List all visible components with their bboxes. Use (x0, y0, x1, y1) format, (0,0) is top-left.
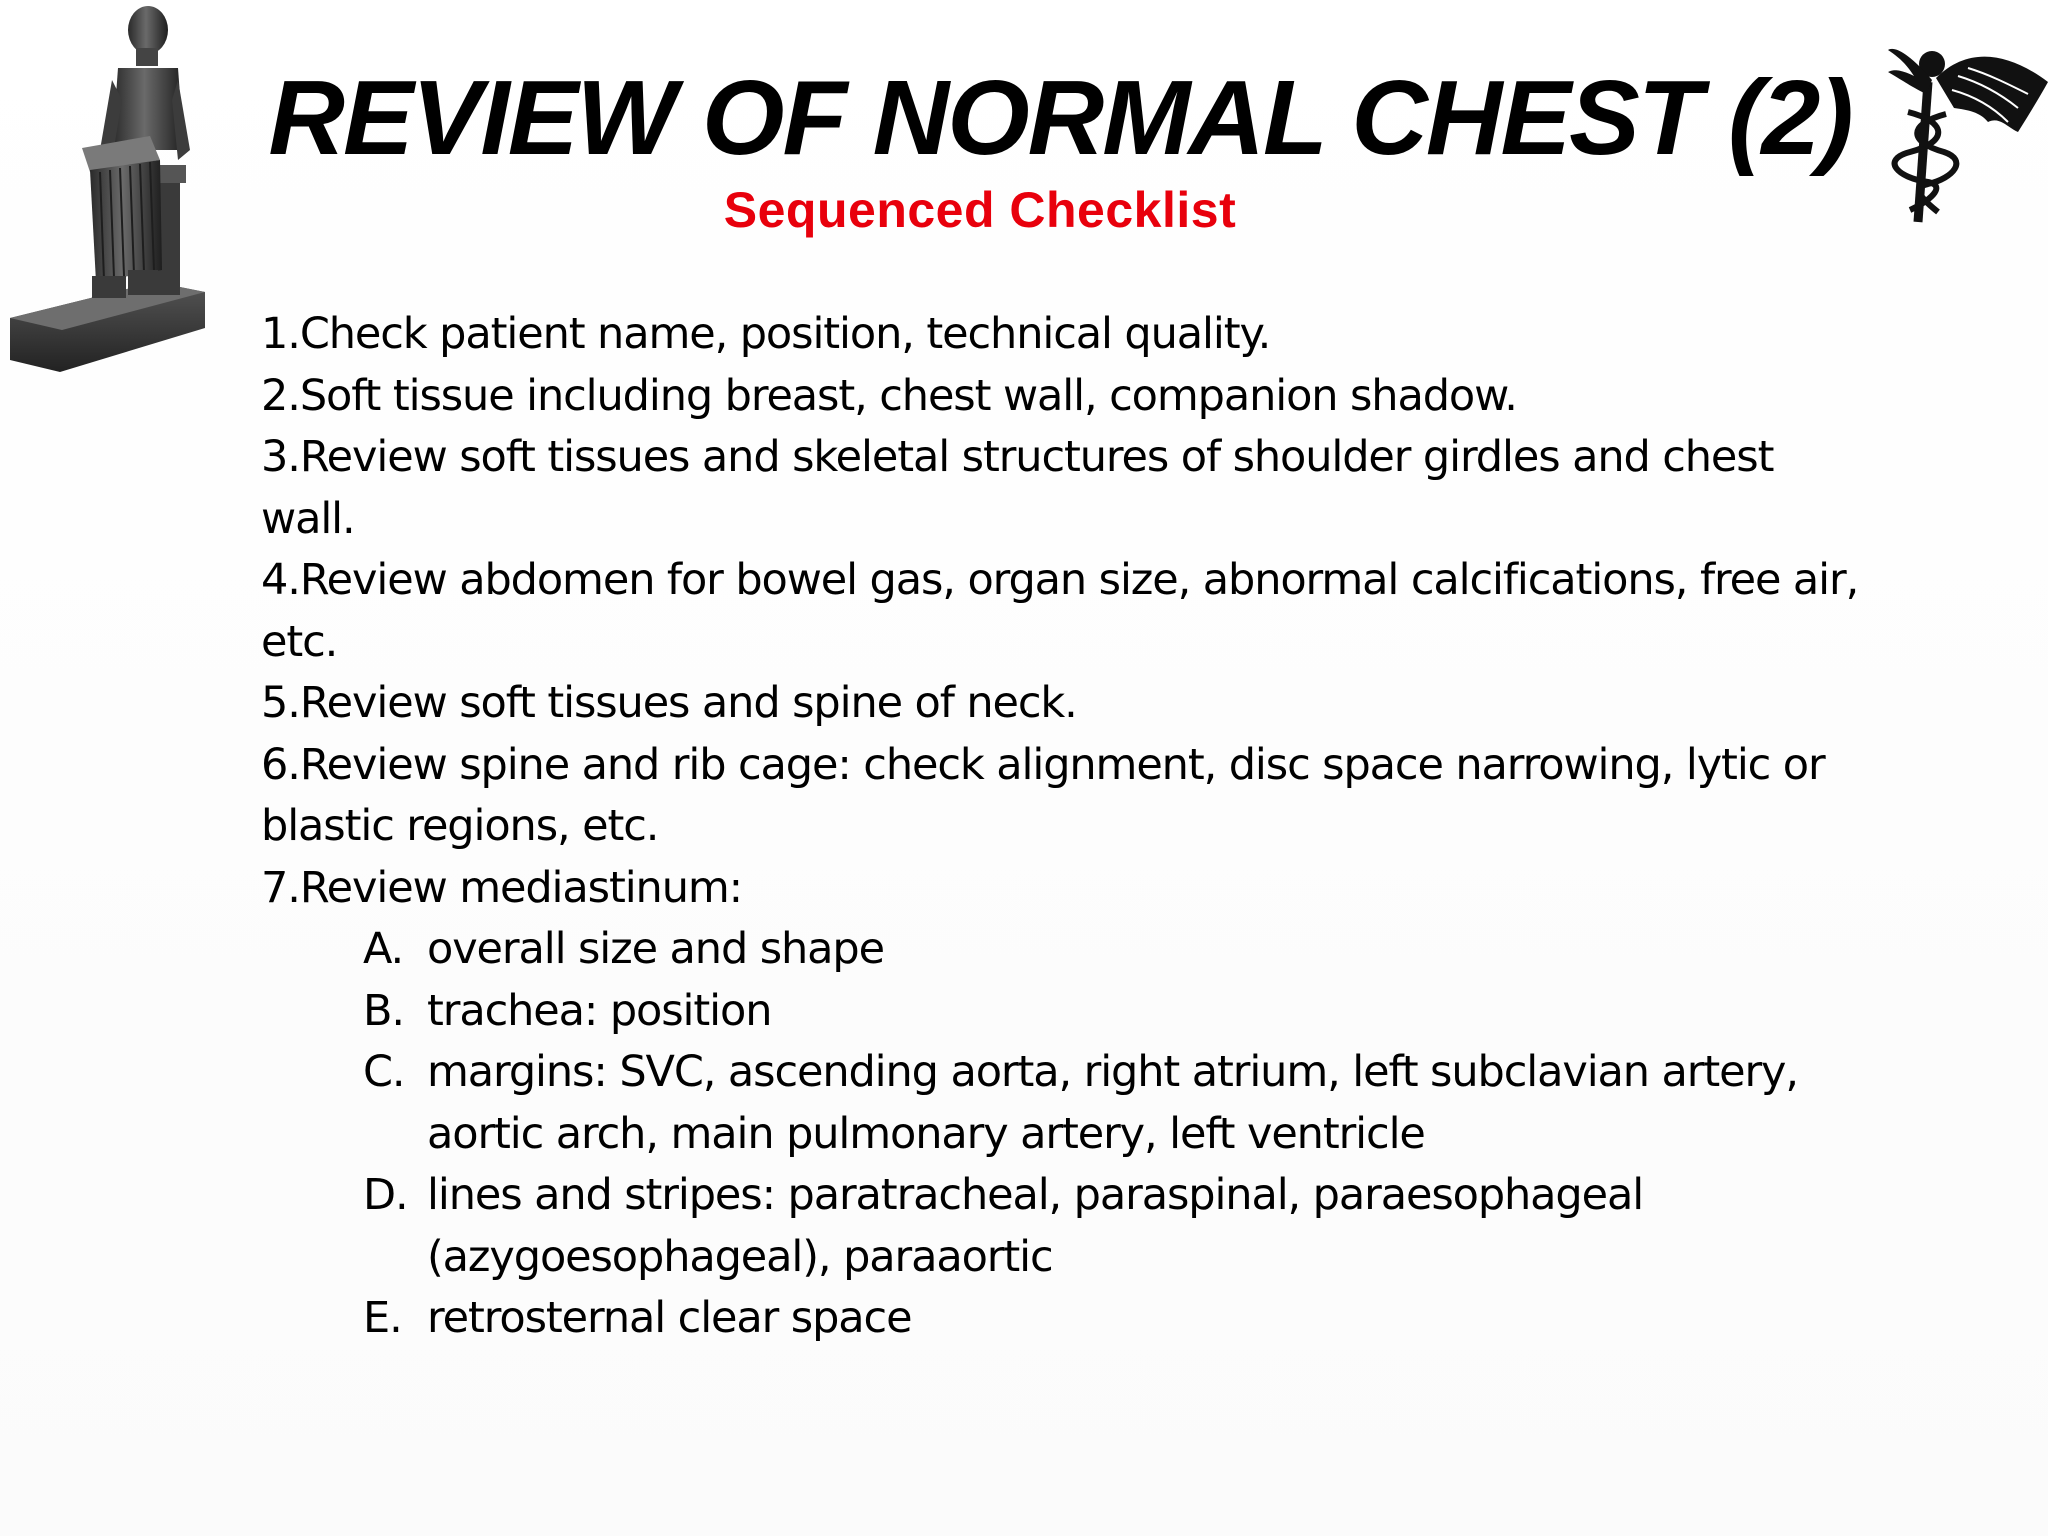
sublist-text: trachea: position (427, 985, 772, 1036)
sublist-letter: D. (363, 1170, 408, 1220)
slide-title: REVIEW OF NORMAL CHEST (2) (268, 59, 1852, 177)
sublist-item (261, 981, 1861, 1043)
sublist-letter: B. (363, 985, 404, 1036)
checklist-item: 4.Review abdomen for bowel gas, organ size, abnormal calcifications, free air, etc. (261, 555, 1859, 667)
sublist-text: lines and stripes: paratracheal, paraspinal, paraesophageal (azygoesophageal), paraaortic (427, 1170, 1644, 1282)
sublist-item (261, 1165, 1861, 1288)
sublist-letter: E. (363, 1293, 402, 1343)
checklist-item: 5.Review soft tissues and spine of neck. (261, 678, 1077, 728)
sublist-letter: C. (363, 1047, 405, 1097)
sublist-text: retrosternal clear space (427, 1293, 912, 1343)
checklist-item: 7.Review mediastinum: (261, 862, 743, 913)
mediastinum-sublist (261, 919, 1861, 1350)
slide-subtitle: Sequenced Checklist (723, 182, 1237, 238)
checklist-item: 2.Soft tissue including breast, chest wall, companion shadow. (261, 370, 1517, 421)
seated-statue-image (0, 0, 215, 390)
sublist-item (261, 919, 1861, 981)
sublist-letter: A. (363, 924, 404, 974)
checklist-item: 1.Check patient name, position, technical quality. (261, 309, 1271, 359)
sublist-item (261, 1288, 1861, 1350)
sublist-text: margins: SVC, ascending aorta, right atrium, left subclavian artery, aortic arch, main pulmonary artery, left ventricle (427, 1047, 1798, 1159)
checklist (261, 304, 1861, 1350)
checklist-item: 3.Review soft tissues and skeletal structures of shoulder girdles and chest wall. (261, 432, 1774, 544)
checklist-item: 6.Review spine and rib cage: check alignment, disc space narrowing, lytic or blastic regions, etc. (261, 739, 1825, 851)
sublist-text: overall size and shape (427, 924, 884, 974)
sublist-item (261, 1042, 1861, 1165)
caduceus-icon (1888, 42, 2048, 232)
